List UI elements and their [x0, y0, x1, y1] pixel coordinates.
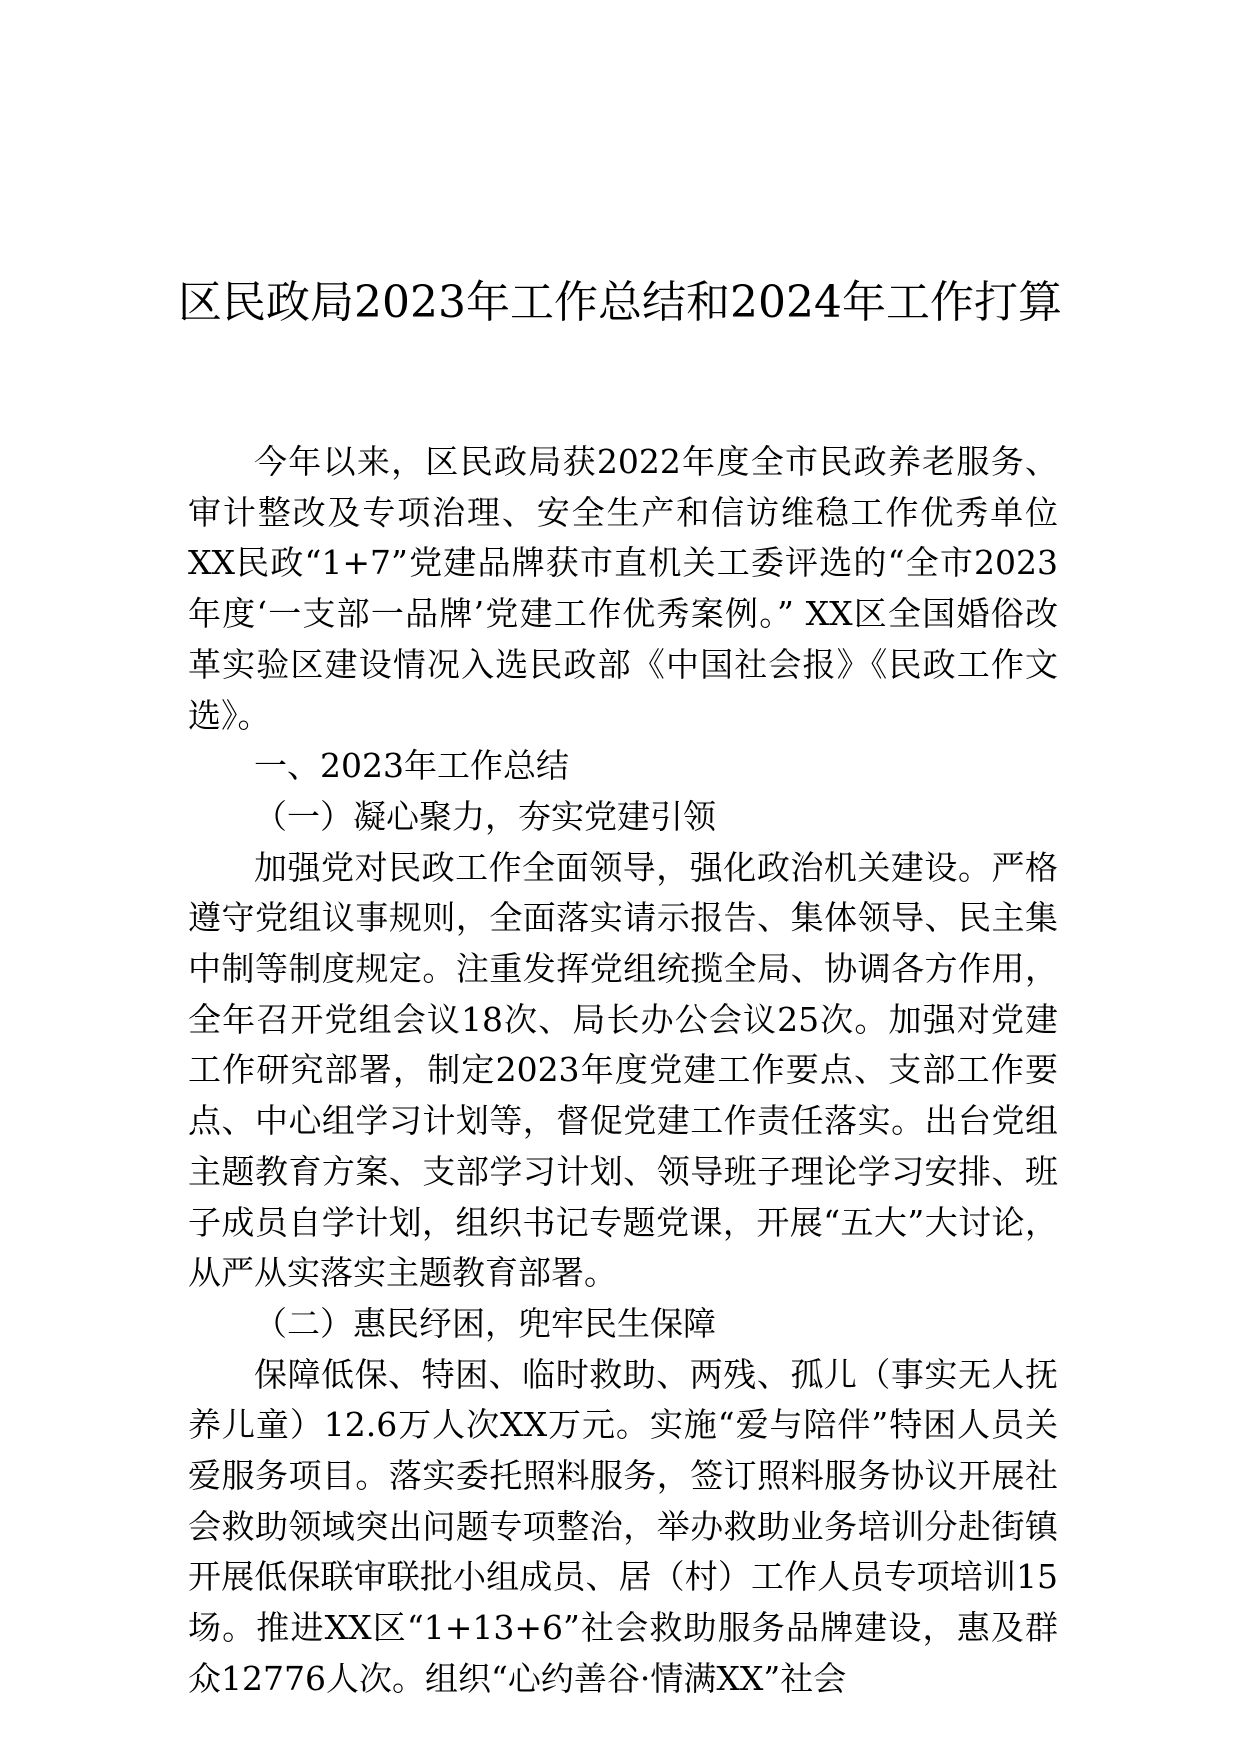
document-title: 区民政局2023年工作总结和2024年工作打算 [178, 277, 1062, 329]
section-heading-summary: 一、2023年工作总结 [254, 746, 569, 786]
subsection-heading-party-building: （一）凝心聚力，夯实党建引领 [254, 796, 716, 836]
subsection-heading-livelihood: （二）惠民纾困，兜牢民生保障 [254, 1303, 716, 1343]
document-body [188, 437, 1058, 1705]
livelihood-paragraph: 保障低保、特困、临时救助、两残、孤儿（事实无人抚养儿童）12.6万人次XX万元。实施“爱与陪伴”特困人员关爱服务项目。落实委托照料服务，签订照料服务协议开展社会救助领域突出问题专项整治，举办救助业务培训分赴街镇开展低保联审联批小组成员、居（村）工作人员专项培训15场。推进XX区“1+13+6”社会救助服务品牌建设，惠及群众12776人次。组织“心约善谷·情满XX”社会 [188, 1354, 1058, 1698]
party-building-paragraph: 加强党对民政工作全面领导，强化政治机关建设。严格遵守党组议事规则，全面落实请示报告、集体领导、民主集中制等制度规定。注重发挥党组统揽全局、协调各方作用，全年召开党组会议18次、局长办公会议25次。加强对党建工作研究部署，制定2023年度党建工作要点、支部工作要点、中心组学习计划等，督促党建工作责任落实。出台党组主题教育方案、支部学习计划、领导班子理论学习安排、班子成员自学计划，组织书记专题党课，开展“五大”大讨论，从严从实落实主题教育部署。 [188, 847, 1058, 1293]
intro-paragraph: 今年以来，区民政局获2022年度全市民政养老服务、审计整改及专项治理、安全生产和信访维稳工作优秀单位XX民政“1+7”党建品牌获市直机关工委评选的“全市2023年度‘一支部一品牌’党建工作优秀案例。” XX区全国婚俗改革实验区建设情况入选民政部《中国社会报》《民政工作文选》。 [188, 442, 1058, 735]
